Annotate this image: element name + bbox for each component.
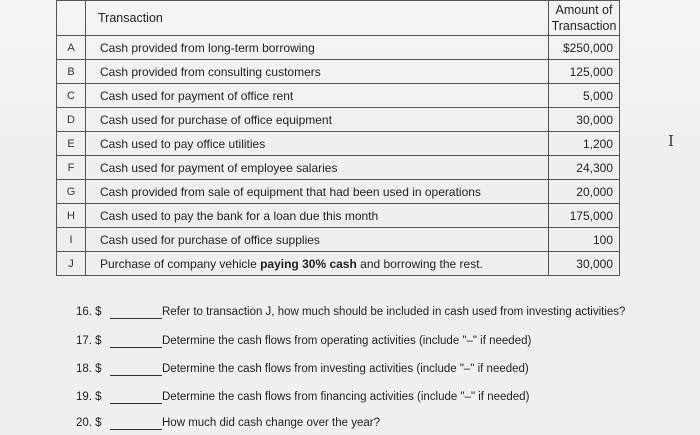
- row-letter: G: [57, 180, 86, 204]
- row-letter: A: [57, 36, 86, 60]
- answer-blank[interactable]: [110, 375, 162, 376]
- question-item: [70, 335, 670, 351]
- row-description: Cash provided from consulting customers: [86, 60, 549, 84]
- amount-input[interactable]: 1,200: [549, 132, 620, 156]
- row-letter: B: [57, 60, 86, 84]
- text-cursor-icon: I: [668, 132, 674, 150]
- row-description: Cash used for payment of office rent: [86, 84, 549, 108]
- question-number: 16. $: [76, 306, 102, 318]
- row-description: Cash used to pay the bank for a loan due this month: [86, 204, 549, 228]
- amount-input[interactable]: $250,000: [549, 36, 620, 60]
- row-description-pre: Purchase of company vehicle: [100, 256, 261, 271]
- answer-blank[interactable]: [110, 403, 162, 404]
- answer-blank[interactable]: [110, 429, 162, 430]
- answer-blank[interactable]: [110, 347, 162, 348]
- question-text: Determine the cash flows from operating activities (include "–" if needed): [162, 335, 532, 347]
- row-description: Cash used for purchase of office equipment: [86, 108, 549, 132]
- header-amount: [549, 1, 620, 36]
- amount-input[interactable]: 30,000: [549, 108, 620, 132]
- header-amount-line2: Transaction: [551, 19, 617, 33]
- question-item: [70, 391, 670, 407]
- question-text: Determine the cash flows from investing activities (include "–" if needed): [162, 363, 529, 375]
- question-text: How much did cash change over the year?: [162, 417, 380, 429]
- row-description: [86, 252, 549, 276]
- amount-input[interactable]: 5,000: [549, 84, 620, 108]
- row-description: Cash used to pay office utilities: [86, 132, 549, 156]
- question-number: 19. $: [76, 391, 102, 403]
- question-text: Refer to transaction J, how much should be included in cash used from investing activities?: [162, 306, 626, 318]
- table-row: [57, 108, 620, 132]
- header-amount-line1: Amount of: [555, 3, 613, 17]
- row-letter: E: [57, 132, 86, 156]
- table-header-row: [57, 1, 620, 36]
- table-row: [57, 204, 620, 228]
- question-number: 17. $: [76, 335, 102, 347]
- table-row: [57, 252, 620, 276]
- row-description: Cash provided from sale of equipment that had been used in operations: [86, 180, 549, 204]
- row-letter: J: [57, 252, 86, 276]
- row-description: Cash provided from long-term borrowing: [86, 36, 549, 60]
- transactions-table: [56, 0, 620, 276]
- amount-input[interactable]: 30,000: [549, 252, 620, 276]
- table-row: [57, 228, 620, 252]
- amount-input[interactable]: 24,300: [549, 156, 620, 180]
- header-letter-cell: [57, 1, 86, 36]
- amount-input[interactable]: 100: [549, 228, 620, 252]
- header-transaction: Transaction: [86, 1, 549, 36]
- table-row: [57, 180, 620, 204]
- question-number: 18. $: [76, 363, 102, 375]
- table-row: [57, 36, 620, 60]
- row-description-bold: paying 30% cash: [260, 256, 357, 271]
- row-letter: H: [57, 204, 86, 228]
- row-description: Cash used for purchase of office supplies: [86, 228, 549, 252]
- amount-input[interactable]: 20,000: [549, 180, 620, 204]
- question-item: [70, 306, 670, 322]
- question-number: 20. $: [76, 417, 102, 429]
- row-letter: C: [57, 84, 86, 108]
- row-letter: F: [57, 156, 86, 180]
- question-text: Determine the cash flows from financing activities (include "–" if needed): [162, 391, 530, 403]
- row-description: Cash used for payment of employee salaries: [86, 156, 549, 180]
- question-item: [70, 363, 670, 379]
- question-item: [70, 417, 670, 433]
- table-row: [57, 156, 620, 180]
- row-description-post: and borrowing the rest.: [356, 256, 483, 271]
- answer-blank[interactable]: [110, 318, 162, 319]
- row-letter: D: [57, 108, 86, 132]
- table-row: [57, 84, 620, 108]
- amount-input[interactable]: 175,000: [549, 204, 620, 228]
- amount-input[interactable]: 125,000: [549, 60, 620, 84]
- table-row: [57, 60, 620, 84]
- table-row: [57, 132, 620, 156]
- row-letter: I: [57, 228, 86, 252]
